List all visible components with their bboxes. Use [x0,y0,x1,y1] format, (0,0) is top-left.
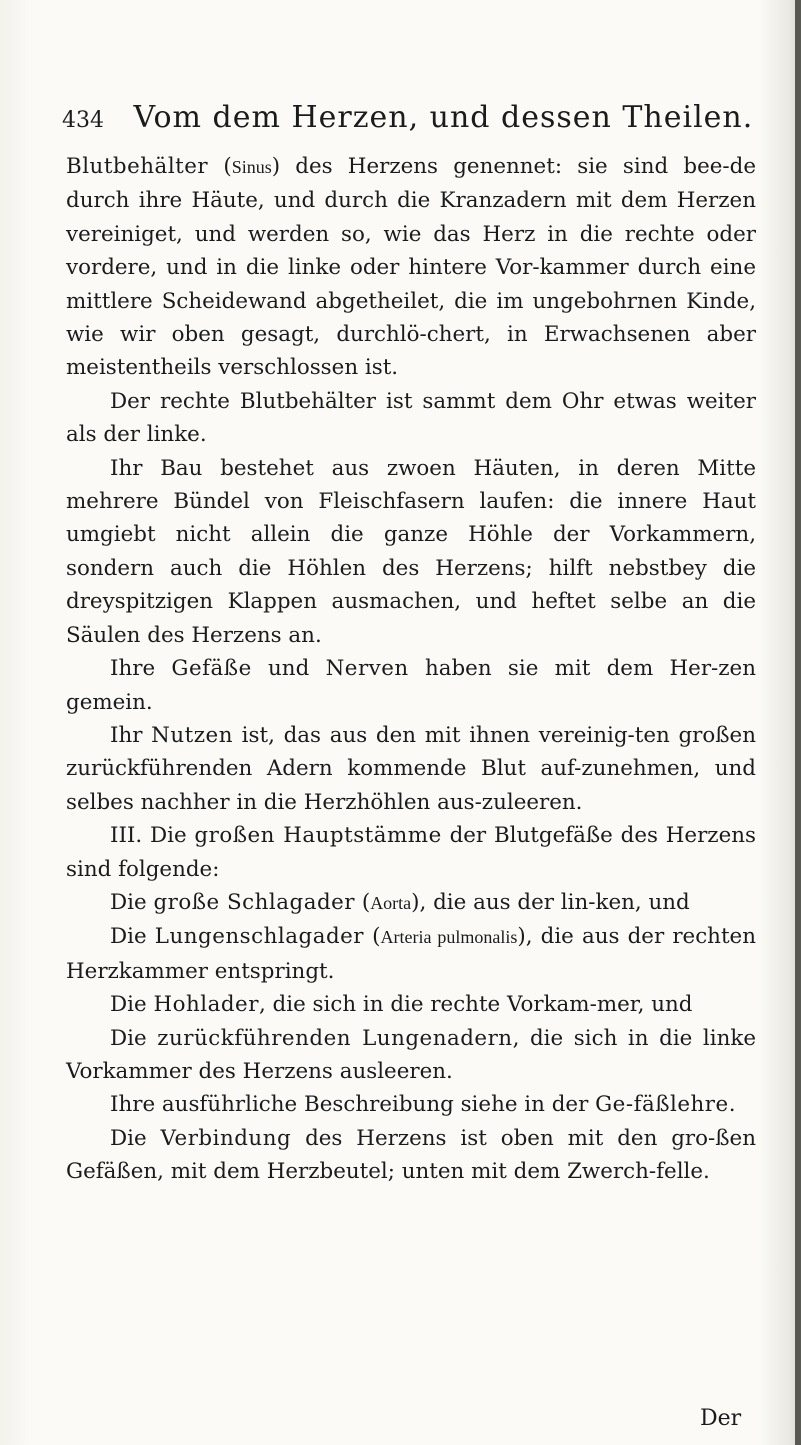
paragraph-bau: Ihr Bau bestehet aus zwoen Häuten, in deren Mitte mehrere Bündel von Fleischfasern laufen: die innere Haut umgiebt nicht allein die ganze Höhle der Vorkammern, sondern auch die Höhlen des Herzens; hilft nebstbey die dreyspitzigen Klappen ausmachen, und heftet selbe an die Säulen des Herzens an. [66,455,756,648]
paragraph-nutzen: Ihr Nutzen ist, das aus den mit ihnen vereinig-ten großen zurückführenden Adern kommende Blut auf-zunehmen, und selbes nachher in die Herzhöhlen aus-zuleeren. [66,722,756,815]
latin-term: Aorta [370,892,412,913]
paragraph-verbindung: Die Verbindung des Herzens ist oben mit den gro-ßen Gefäßen, mit dem Herzbeutel; unten mit dem Zwerch-felle. [66,1125,756,1185]
latin-term: Arteria pulmonalis [380,927,518,948]
running-title: Vom dem Herzen, und dessen Theilen. [133,100,754,135]
list-item-lungenschlagader: Die Lungenschlagader (Arteria pulmonalis), die aus der rechten Herzkammer entspringt. [66,924,756,984]
page-edge-shadow [795,0,801,1445]
page-number: 434 [62,108,104,133]
paragraph-gefaesslehre: Ihre ausführliche Beschreibung siehe in der Ge-fäßlehre. [110,1092,736,1118]
running-header [62,98,752,138]
term-lungenadern: zurückführenden Lungenadern [157,1025,513,1051]
latin-term: Sinus [231,157,272,177]
term-gefaesslehre: Ge-fäßlehre [595,1092,729,1118]
term-gefaesse: Gefäße [171,656,252,682]
term-blutbehaelter: Blutbehälter [66,154,209,179]
term-lungenschlagader: Lungenschlagader [154,924,365,950]
term-nerven: Nerven [325,656,409,682]
term-verbindung: Verbindung [160,1125,292,1151]
body-text [66,150,756,1189]
catchword: Der [700,1406,742,1431]
paragraph-hauptstaemme: III. Die großen Hauptstämme der Blutgefäße des Herzens sind folgende: [66,823,756,882]
term-hohlader: Hohlader [153,992,259,1018]
paragraph-rechter-behaelter: Der rechte Blutbehälter ist sammt dem Ohr etwas weiter als der linke. [66,388,756,448]
paragraph-sinus: Blutbehälter (Sinus) des Herzens genennet: sie sind bee-de durch ihre Häute, und durch die Kranzadern mit dem Herzen vereiniget, und werden so, wie das Herz in die rechte oder vordere, und in die linke oder hintere Vor-kammer durch eine mittlere Scheidewand abgetheilet, die im ungebohrnen Kinde, wie wir oben gesagt, durchlö-chert, in Erwachsenen aber meistentheils verschlossen ist. [66,154,756,381]
term-schlagader: große Schlagader [153,889,356,915]
list-item-hohlader: Die Hohlader, die sich in die rechte Vorkam-mer, und [110,992,693,1018]
paragraph-gefaesse-nerven: Ihre Gefäße und Nerven haben sie mit dem Her-zen gemein. [66,656,756,715]
list-item-aorta: Die große Schlagader (Aorta), die aus der lin-ken, und [110,889,690,915]
term-hauptstaemme: großen Hauptstämme [194,823,442,849]
list-item-lungenadern: Die zurückführenden Lungenadern, die sich in die linke Vorkammer des Herzens ausleeren. [66,1025,757,1084]
term-nutzen: Nutzen [151,722,233,748]
